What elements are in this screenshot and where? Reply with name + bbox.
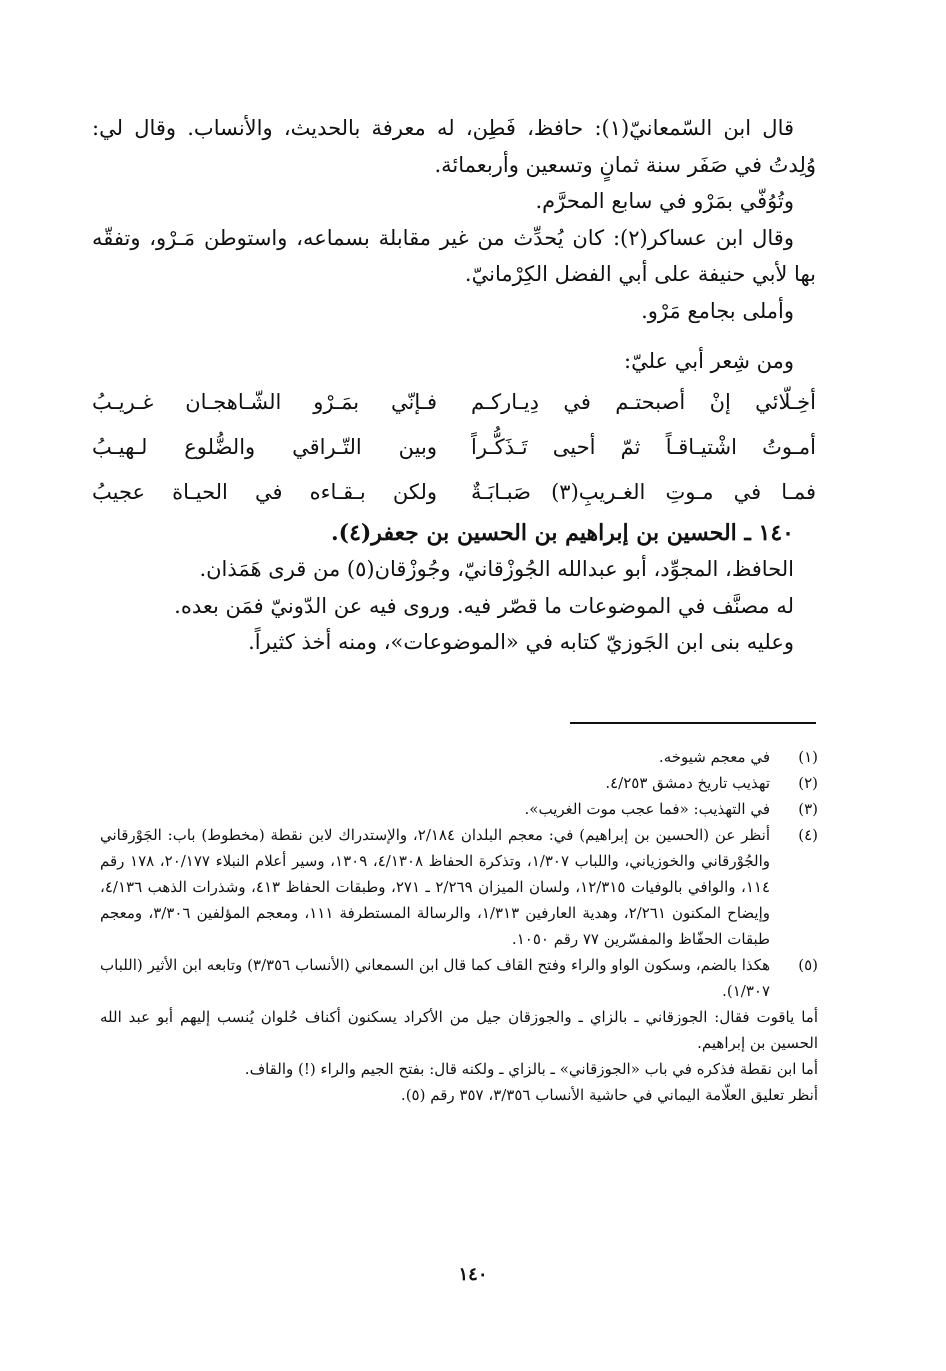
paragraph: وقال ابن عساكر(٢): كان يُحدِّث من غير مقابلة بسماعه، واستوطن مَـرْو، وتفقّه بها لأبي حنيفة على أبي الفضل الكِرْمانيّ. — [92, 225, 816, 286]
footnote-continuation: أما ياقوت فقال: الجوزقاني ـ بالزاي ـ والجوزقان جيل من الأكراد يسكنون أكناف حُلوان يُنسب إليهم أبو عبد الله الحسين بن إبراهيم. — [100, 1008, 818, 1052]
footnote-number: (٣) — [798, 800, 818, 818]
footnote-divider — [570, 722, 816, 724]
paragraph: قال ابن السّمعانيّ(١): حافظ، فَطِن، له معرفة بالحديث، والأنساب. وقال لي: وُلِدتُ في صَفَر سنة ثمانٍ وتسعين وأربعمائة. — [92, 116, 816, 177]
footnotes — [100, 744, 818, 1108]
footnote-continuation: أنظر تعليق العلّامة اليماني في حاشية الأنساب ٣/٣٥٦، ٣٥٧ رقم (٥). — [400, 1086, 818, 1104]
verse-first-hemistich: أخِـلّائي إنْ أصبحتـم في دِيـاركـم — [471, 389, 816, 414]
paragraph: له مصنَّف في الموضوعات ما قصّر فيه. وروى فيه عن الدّونيّ فمَن بعده. — [174, 593, 794, 618]
paragraph: ومن شِعر أبي عليّ: — [624, 349, 794, 373]
page-number: ١٤٠ — [458, 1264, 488, 1285]
footnote — [100, 796, 818, 822]
paragraph: الحافظ، المجوِّد، أبو عبدالله الجُوزْقانيّ، وجُوزْقان(٥) من قرى هَمَذان. — [199, 557, 794, 581]
footnote — [100, 770, 818, 796]
footnote — [100, 744, 818, 770]
main-text — [92, 110, 816, 661]
footnote-text: في معجم شيوخه. — [658, 748, 770, 766]
footnote-text: أنظر عن (الحسين بن إبراهيم) في: معجم البلدان ٢/١٨٤، والإستدراك لابن نقطة (مخطوط) باب: الجَوْرقاني والجُوْرقاني والخوزياني، واللباب ١/٣٠٧، وتذكرة الحفاظ ٤/١٣٠٨، ١٣٠٩، وسير أعلام النبلاء ٢٠/١٧٧، ١٧٨ رقم ١١٤، والوافي بالوفيات ١٢/٣١٥، ولسان الميزان ٢/٢٦٩ ـ ٢٧١، وطبقات الحفاظ ٤١٣، وشذرات الذهب ٤/١٣٦، وإيضاح المكنون ٢/٢٦١، وهدية العارفين ١/٣١٣، والرسالة المستطرفة ١١١، ومعجم المؤلفين ٣/٣٠٦، ومعجم طبقات الحفّاظ والمفسّرين ٧٧ رقم ١٠٥٠. — [100, 826, 771, 948]
footnote-text: في التهذيب: «فما عجب موت الغريب». — [524, 800, 770, 818]
verse-second-hemistich: وبين التّـراقي والضُّلوع لـهيـبُ — [92, 434, 437, 459]
footnote-number: (٢) — [798, 774, 818, 792]
footnote-text: هكذا بالضم، وسكون الواو والراء وفتح القاف كما قال ابن السمعاني (الأنساب ٣/٣٥٦) وتابعه ابن الأثير (اللباب ١/٣٠٧). — [100, 956, 770, 1000]
verse-second-hemistich: ولكن بـقـاءه في الحيـاة عجيبُ — [92, 479, 437, 504]
footnote — [100, 952, 818, 1004]
verse-second-hemistich: فـإنّي بمَـرْو الشّـاهجـان غـريـبُ — [92, 389, 437, 414]
poem — [92, 380, 816, 515]
paragraph: وأملى بجامع مَرْو. — [641, 298, 794, 323]
paragraph: وعليه بنى ابن الجَوزيّ كتابه في «الموضوعات»، ومنه أخذ كثيراً. — [248, 630, 794, 654]
footnote-number: (٥) — [798, 956, 818, 974]
poem-verse — [92, 425, 816, 470]
paragraph: وتُوُفّي بمَرْو في سابع المحرَّم. — [535, 189, 794, 213]
verse-first-hemistich: فمـا في مـوتِ الغـريبِ(٣) صَبـابَـةٌ — [471, 479, 816, 504]
footnote-number: (٤) — [798, 826, 818, 844]
footnote — [100, 822, 818, 952]
entry-title: ١٤٠ ـ الحسين بن إبراهيم بن الحسين بن جعفر(٤). — [330, 519, 794, 546]
footnote-number: (١) — [798, 748, 818, 766]
poem-verse — [92, 380, 816, 425]
footnote-continuation: أما ابن نقطة فذكره في باب «الجوزقاني» ـ بالزاي ـ ولكنه قال: بفتح الجيم والراء (!) والقاف. — [244, 1060, 818, 1078]
poem-verse — [92, 470, 816, 515]
verse-first-hemistich: أمـوتُ اشْتيـاقـاً ثمّ أحيى تَـذَكُّـراً — [471, 434, 816, 459]
footnote-text: تهذيب تاريخ دمشق ٤/٢٥٣. — [605, 774, 770, 792]
